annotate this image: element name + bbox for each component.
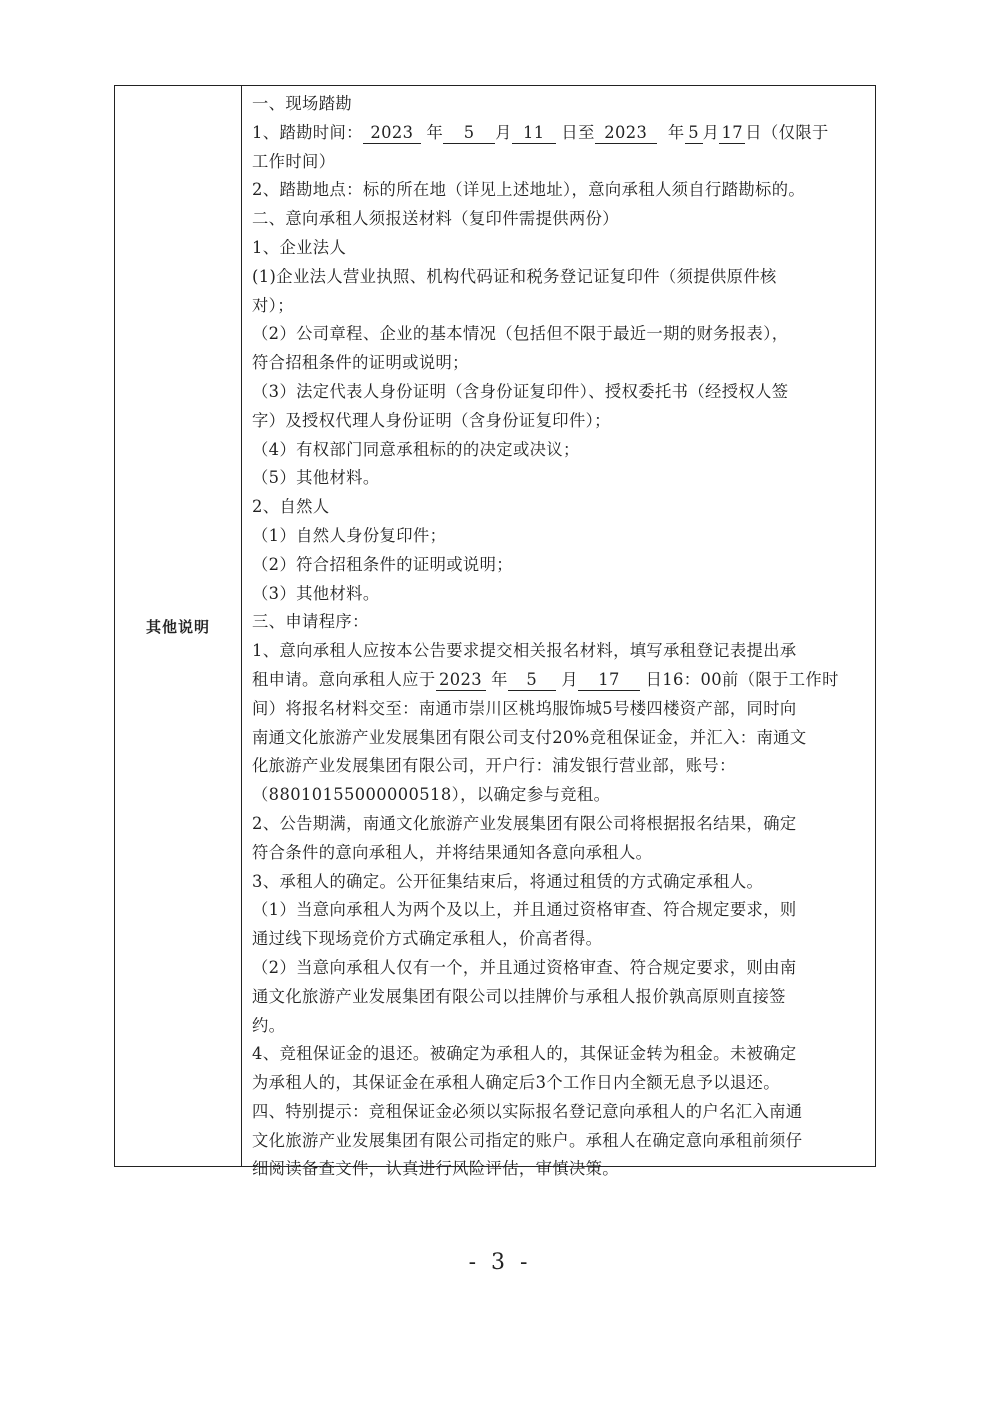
corporate-line: （2）公司章程、企业的基本情况（包括但不限于最近一期的财务报表）， xyxy=(252,324,789,344)
procedure-deadline xyxy=(252,666,867,695)
procedure-line: 3、承租人的确定。公开征集结束后，将通过租赁的方式确定承租人。 xyxy=(252,871,764,891)
year-char-2: 年 xyxy=(667,122,685,142)
time-suffix: 日（仅限于 xyxy=(745,122,829,142)
content-cell xyxy=(242,86,875,1179)
procedure-line: 为承租人的，其保证金在承租人确定后3个工作日内全额无息予以退还。 xyxy=(252,1073,780,1093)
procedure-line: 化旅游产业发展集团有限公司，开户行：浦发银行营业部，账号： xyxy=(252,756,736,776)
special-notice-line: 文化旅游产业发展集团有限公司指定的账户。承租人在确定意向承租前须仔 xyxy=(252,1130,803,1150)
deadline-prefix: 租申请。意向承租人应于 xyxy=(252,669,436,689)
end-year: 2023 xyxy=(595,123,657,144)
info-table xyxy=(114,85,876,1179)
corporate-line: （5）其他材料。 xyxy=(252,468,380,488)
corporate-line: 对）； xyxy=(252,295,294,315)
end-day: 17 xyxy=(719,123,745,144)
corporate-line: (1)企业法人营业执照、机构代码证和税务登记证复印件（须提供原件核 xyxy=(252,266,777,286)
other-notes-label: 其他说明 xyxy=(145,617,210,636)
procedure-line: 通文化旅游产业发展集团有限公司以挂牌价与承租人报价孰高原则直接签 xyxy=(252,986,786,1006)
natural-title: 2、自然人 xyxy=(252,497,330,517)
end-month: 5 xyxy=(685,123,703,144)
special-notice-line: 四、特别提示：竞租保证金必须以实际报名登记意向承租人的户名汇入南通 xyxy=(252,1101,803,1121)
procedure-line: 通过线下现场竞价方式确定承租人，价高者得。 xyxy=(252,929,603,949)
deadline-day: 17 xyxy=(578,670,640,691)
site-visit-time xyxy=(252,119,867,148)
corporate-line: 符合招租条件的证明或说明； xyxy=(252,353,469,373)
natural-line: （3）其他材料。 xyxy=(252,583,380,603)
deadline-year-char: 年 xyxy=(491,669,508,689)
start-year: 2023 xyxy=(363,123,421,144)
start-day: 11 xyxy=(512,123,556,144)
deadline-year: 2023 xyxy=(436,670,486,691)
page-number: - 3 - xyxy=(468,1250,532,1275)
procedure-line: 南通文化旅游产业发展集团有限公司支付20%竞租保证金，并汇入：南通文 xyxy=(252,727,807,747)
corporate-line: 字）及授权代理人身份证明（含身份证复印件）； xyxy=(252,410,611,430)
procedure-line: 约。 xyxy=(252,1015,286,1035)
site-visit-time-cont: 工作时间） xyxy=(252,151,336,171)
year-char: 年 xyxy=(426,122,444,142)
natural-line: （2）符合招租条件的证明或说明； xyxy=(252,554,513,574)
start-month: 5 xyxy=(443,123,495,144)
month-char-2: 月 xyxy=(702,122,720,142)
procedure-heading: 三、申请程序： xyxy=(252,612,369,632)
procedure-line: 4、竞租保证金的退还。被确定为承租人的，其保证金转为租金。未被确定 xyxy=(252,1044,797,1064)
procedure-line: （2）当意向承租人仅有一个，并且通过资格审查、符合规定要求，则由南 xyxy=(252,957,797,977)
corporate-title: 1、企业法人 xyxy=(252,237,347,257)
corporate-line: （4）有权部门同意承租标的的决定或决议； xyxy=(252,439,580,459)
site-visit-heading: 一、现场踏勘 xyxy=(252,94,353,113)
day-to: 日至 xyxy=(561,122,595,142)
deadline-suffix: 日16：00前（限于工作时 xyxy=(645,669,839,689)
procedure-line: 符合条件的意向承租人，并将结果通知各意向承租人。 xyxy=(252,842,653,862)
procedure-line: （88010155000000518），以确定参与竞租。 xyxy=(252,785,611,805)
deadline-month: 5 xyxy=(508,670,556,691)
natural-line: （1）自然人身份复印件； xyxy=(252,525,447,545)
procedure-line: 2、公告期满，南通文化旅游产业发展集团有限公司将根据报名结果，确定 xyxy=(252,813,797,833)
deadline-month-char: 月 xyxy=(561,669,579,689)
procedure-line: （1）当意向承租人为两个及以上，并且通过资格审查、符合规定要求，则 xyxy=(252,900,797,920)
site-visit-place: 2、踏勘地点：标的所在地（详见上述地址），意向承租人须自行踏勘标的。 xyxy=(252,180,806,200)
time-prefix: 1、踏勘时间： xyxy=(252,122,363,142)
label-cell xyxy=(115,86,242,1166)
special-notice-line: 细阅读备查文件，认真进行风险评估，审慎决策。 xyxy=(252,1159,619,1179)
corporate-line: （3）法定代表人身份证明（含身份证复印件）、授权委托书（经授权人签 xyxy=(252,381,789,401)
month-char: 月 xyxy=(495,122,512,142)
procedure-line: 间）将报名材料交至：南通市崇川区桃坞服饰城5号楼四楼资产部，同时向 xyxy=(252,698,797,718)
materials-heading: 二、意向承租人须报送材料（复印件需提供两份） xyxy=(252,209,619,229)
procedure-step1: 1、意向承租人应按本公告要求提交相关报名材料，填写承租登记表提出承 xyxy=(252,641,797,661)
